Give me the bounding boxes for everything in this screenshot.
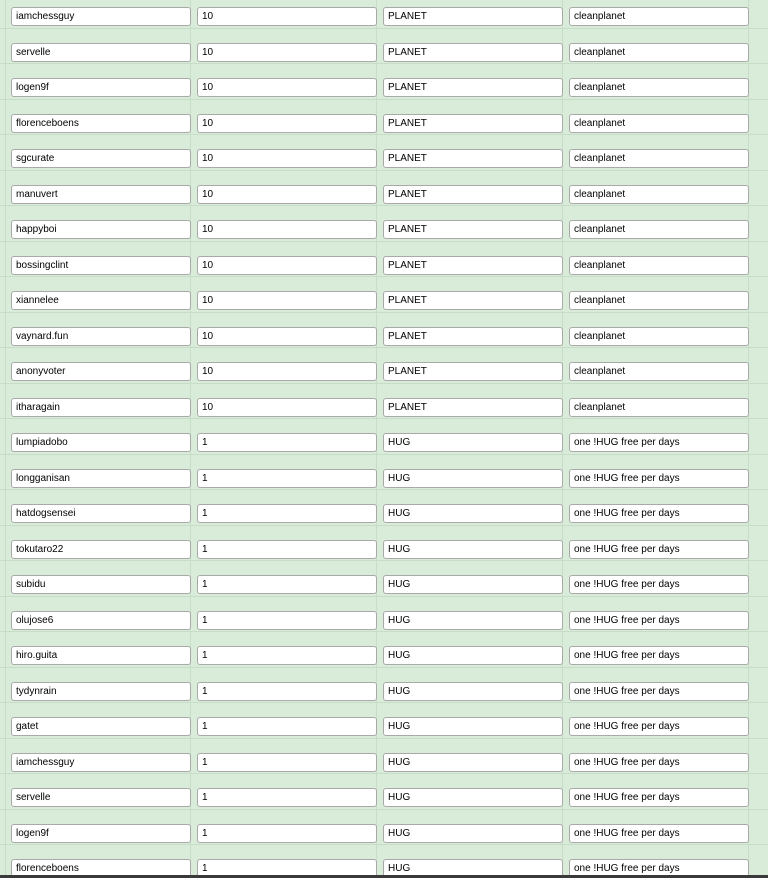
- amount-input[interactable]: 1: [197, 469, 377, 488]
- column-divider: [5, 0, 6, 28]
- username-input[interactable]: xiannelee: [11, 291, 191, 310]
- token-input[interactable]: PLANET: [383, 43, 563, 62]
- token-input[interactable]: HUG: [383, 753, 563, 772]
- column-divider: [5, 313, 6, 348]
- username-input[interactable]: tydynrain: [11, 682, 191, 701]
- memo-input[interactable]: one !HUG free per days: [569, 433, 749, 452]
- username-input[interactable]: happyboi: [11, 220, 191, 239]
- username-input[interactable]: subidu: [11, 575, 191, 594]
- column-divider: [5, 419, 6, 454]
- table-row: [0, 384, 768, 420]
- token-input[interactable]: HUG: [383, 611, 563, 630]
- table-row: [0, 29, 768, 65]
- memo-input[interactable]: cleanplanet: [569, 291, 749, 310]
- username-input[interactable]: sgcurate: [11, 149, 191, 168]
- table-row: [0, 810, 768, 846]
- column-divider: [5, 135, 6, 170]
- token-input[interactable]: HUG: [383, 575, 563, 594]
- amount-input[interactable]: 1: [197, 859, 377, 878]
- memo-input[interactable]: one !HUG free per days: [569, 504, 749, 523]
- table-row: [0, 348, 768, 384]
- token-input[interactable]: PLANET: [383, 7, 563, 26]
- memo-input[interactable]: cleanplanet: [569, 43, 749, 62]
- amount-input[interactable]: 10: [197, 327, 377, 346]
- table-row: [0, 490, 768, 526]
- username-input[interactable]: longganisan: [11, 469, 191, 488]
- amount-input[interactable]: 10: [197, 291, 377, 310]
- token-input[interactable]: HUG: [383, 824, 563, 843]
- column-divider: [5, 490, 6, 525]
- table-row: [0, 455, 768, 491]
- column-divider: [5, 206, 6, 241]
- column-divider: [5, 29, 6, 64]
- token-input[interactable]: PLANET: [383, 185, 563, 204]
- column-divider: [5, 845, 6, 878]
- username-input[interactable]: olujose6: [11, 611, 191, 630]
- memo-input[interactable]: cleanplanet: [569, 256, 749, 275]
- token-input[interactable]: HUG: [383, 682, 563, 701]
- table-row: [0, 597, 768, 633]
- amount-input[interactable]: 1: [197, 504, 377, 523]
- table-row: [0, 135, 768, 171]
- amount-input[interactable]: 10: [197, 256, 377, 275]
- token-input[interactable]: PLANET: [383, 256, 563, 275]
- memo-input[interactable]: one !HUG free per days: [569, 753, 749, 772]
- username-input[interactable]: hatdogsensei: [11, 504, 191, 523]
- table-row: [0, 0, 768, 29]
- table-row: [0, 100, 768, 136]
- table-row: [0, 242, 768, 278]
- column-divider: [5, 703, 6, 738]
- column-divider: [5, 810, 6, 845]
- memo-input[interactable]: one !HUG free per days: [569, 469, 749, 488]
- token-input[interactable]: HUG: [383, 646, 563, 665]
- column-divider: [5, 384, 6, 419]
- amount-input[interactable]: 10: [197, 362, 377, 381]
- amount-input[interactable]: 1: [197, 717, 377, 736]
- username-input[interactable]: bossingclint: [11, 256, 191, 275]
- table-row: [0, 171, 768, 207]
- amount-input[interactable]: 10: [197, 7, 377, 26]
- username-input[interactable]: hiro.guita: [11, 646, 191, 665]
- amount-input[interactable]: 10: [197, 220, 377, 239]
- token-input[interactable]: HUG: [383, 433, 563, 452]
- amount-input[interactable]: 1: [197, 646, 377, 665]
- token-input[interactable]: HUG: [383, 717, 563, 736]
- username-input[interactable]: anonyvoter: [11, 362, 191, 381]
- username-input[interactable]: manuvert: [11, 185, 191, 204]
- table-row: [0, 774, 768, 810]
- memo-input[interactable]: cleanplanet: [569, 398, 749, 417]
- token-input[interactable]: HUG: [383, 504, 563, 523]
- memo-input[interactable]: one !HUG free per days: [569, 575, 749, 594]
- token-input[interactable]: PLANET: [383, 78, 563, 97]
- amount-input[interactable]: 10: [197, 78, 377, 97]
- memo-input[interactable]: cleanplanet: [569, 78, 749, 97]
- memo-input[interactable]: one !HUG free per days: [569, 540, 749, 559]
- amount-input[interactable]: 1: [197, 682, 377, 701]
- table-row: [0, 739, 768, 775]
- column-divider: [5, 597, 6, 632]
- amount-input[interactable]: 1: [197, 575, 377, 594]
- token-input[interactable]: HUG: [383, 859, 563, 878]
- amount-input[interactable]: 1: [197, 611, 377, 630]
- column-divider: [5, 277, 6, 312]
- table-row: [0, 277, 768, 313]
- username-input[interactable]: logen9f: [11, 78, 191, 97]
- memo-input[interactable]: one !HUG free per days: [569, 788, 749, 807]
- table-row: [0, 526, 768, 562]
- amount-input[interactable]: 1: [197, 540, 377, 559]
- memo-input[interactable]: one !HUG free per days: [569, 859, 749, 878]
- table-row: [0, 64, 768, 100]
- username-input[interactable]: servelle: [11, 788, 191, 807]
- token-input[interactable]: PLANET: [383, 291, 563, 310]
- table-row: [0, 703, 768, 739]
- memo-input[interactable]: cleanplanet: [569, 220, 749, 239]
- column-divider: [5, 526, 6, 561]
- memo-input[interactable]: cleanplanet: [569, 149, 749, 168]
- memo-input[interactable]: cleanplanet: [569, 327, 749, 346]
- username-input[interactable]: iamchessguy: [11, 7, 191, 26]
- memo-input[interactable]: one !HUG free per days: [569, 611, 749, 630]
- table-row: [0, 668, 768, 704]
- username-input[interactable]: servelle: [11, 43, 191, 62]
- column-divider: [5, 455, 6, 490]
- amount-input[interactable]: 10: [197, 185, 377, 204]
- token-input[interactable]: HUG: [383, 788, 563, 807]
- table-row: [0, 206, 768, 242]
- username-input[interactable]: florenceboens: [11, 114, 191, 133]
- memo-input[interactable]: one !HUG free per days: [569, 824, 749, 843]
- amount-input[interactable]: 1: [197, 788, 377, 807]
- username-input[interactable]: florenceboens: [11, 859, 191, 878]
- amount-input[interactable]: 1: [197, 824, 377, 843]
- table-row: [0, 561, 768, 597]
- table-row: [0, 419, 768, 455]
- amount-input[interactable]: 10: [197, 43, 377, 62]
- username-input[interactable]: lumpiadobo: [11, 433, 191, 452]
- column-divider: [5, 348, 6, 383]
- username-input[interactable]: tokutaro22: [11, 540, 191, 559]
- amount-input[interactable]: 1: [197, 753, 377, 772]
- memo-input[interactable]: one !HUG free per days: [569, 682, 749, 701]
- column-divider: [5, 171, 6, 206]
- table-row: [0, 845, 768, 878]
- username-input[interactable]: logen9f: [11, 824, 191, 843]
- column-divider: [5, 668, 6, 703]
- username-input[interactable]: gatet: [11, 717, 191, 736]
- column-divider: [5, 774, 6, 809]
- memo-input[interactable]: cleanplanet: [569, 7, 749, 26]
- column-divider: [5, 739, 6, 774]
- token-input[interactable]: HUG: [383, 469, 563, 488]
- token-input[interactable]: PLANET: [383, 149, 563, 168]
- username-input[interactable]: itharagain: [11, 398, 191, 417]
- column-divider: [5, 100, 6, 135]
- token-input[interactable]: PLANET: [383, 362, 563, 381]
- username-input[interactable]: iamchessguy: [11, 753, 191, 772]
- table-row: [0, 632, 768, 668]
- token-input[interactable]: PLANET: [383, 398, 563, 417]
- token-input[interactable]: PLANET: [383, 114, 563, 133]
- amount-input[interactable]: 10: [197, 149, 377, 168]
- memo-input[interactable]: one !HUG free per days: [569, 717, 749, 736]
- memo-input[interactable]: cleanplanet: [569, 185, 749, 204]
- table-row: [0, 313, 768, 349]
- token-input[interactable]: PLANET: [383, 220, 563, 239]
- memo-input[interactable]: cleanplanet: [569, 114, 749, 133]
- token-input[interactable]: HUG: [383, 540, 563, 559]
- memo-input[interactable]: cleanplanet: [569, 362, 749, 381]
- column-divider: [5, 561, 6, 596]
- username-input[interactable]: vaynard.fun: [11, 327, 191, 346]
- column-divider: [5, 64, 6, 99]
- amount-input[interactable]: 10: [197, 114, 377, 133]
- amount-input[interactable]: 1: [197, 433, 377, 452]
- column-divider: [5, 242, 6, 277]
- amount-input[interactable]: 10: [197, 398, 377, 417]
- token-input[interactable]: PLANET: [383, 327, 563, 346]
- column-divider: [5, 632, 6, 667]
- memo-input[interactable]: one !HUG free per days: [569, 646, 749, 665]
